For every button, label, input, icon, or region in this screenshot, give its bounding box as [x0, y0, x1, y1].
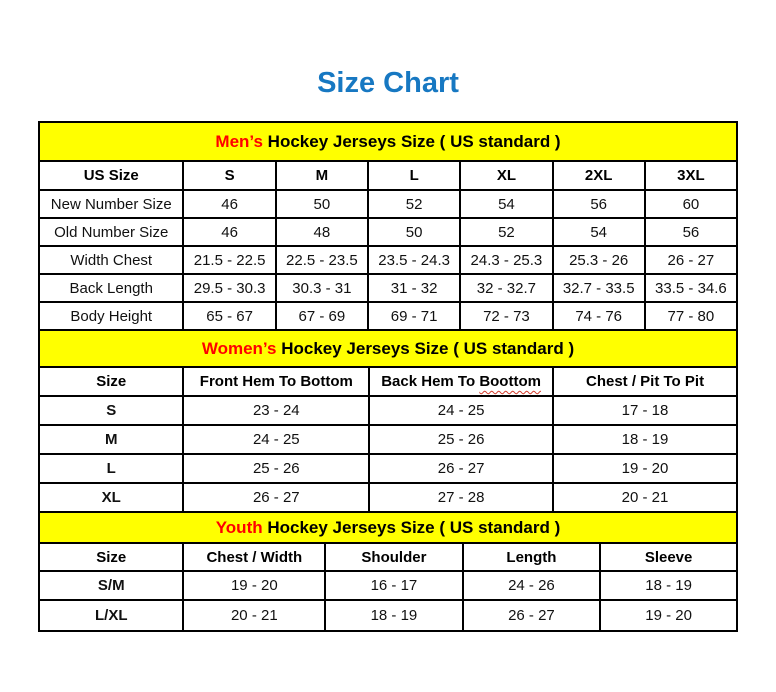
column-header: 3XL: [645, 161, 737, 190]
size-cell: 24 - 25: [369, 396, 553, 425]
column-header: US Size: [39, 161, 183, 190]
misspelled-word: Boottom: [479, 373, 541, 390]
row-label: Old Number Size: [39, 218, 183, 246]
size-cell: 52: [460, 218, 552, 246]
size-cell: 50: [276, 190, 368, 218]
row-label: Back Length: [39, 274, 183, 302]
size-cell: 22.5 - 23.5: [276, 246, 368, 274]
size-cell: 18 - 19: [325, 600, 463, 631]
column-header: Chest / Width: [183, 543, 325, 571]
row-label: M: [39, 425, 183, 454]
women-band-title: Women’s Hockey Jerseys Size ( US standard ): [39, 330, 737, 367]
table-row: [39, 274, 737, 302]
column-header: Sleeve: [600, 543, 737, 571]
column-header: L: [368, 161, 460, 190]
size-cell: 46: [183, 190, 275, 218]
column-header: Size: [39, 367, 183, 396]
size-cell: 24 - 26: [463, 571, 601, 600]
size-cell: 16 - 17: [325, 571, 463, 600]
row-label: S/M: [39, 571, 183, 600]
table-row: [39, 190, 737, 218]
table-row: [39, 425, 737, 454]
size-cell: 72 - 73: [460, 302, 552, 330]
size-cell: 32.7 - 33.5: [553, 274, 645, 302]
size-cell: 30.3 - 31: [276, 274, 368, 302]
size-cell: 24 - 25: [183, 425, 369, 454]
youth-size-table: [38, 511, 738, 632]
table-row: [39, 246, 737, 274]
size-cell: 26 - 27: [645, 246, 737, 274]
table-row: [39, 302, 737, 330]
table-row: [39, 571, 737, 600]
size-cell: 20 - 21: [553, 483, 737, 512]
row-label: XL: [39, 483, 183, 512]
page-title: Size Chart: [317, 67, 459, 99]
size-cell: 65 - 67: [183, 302, 275, 330]
size-cell: 26 - 27: [463, 600, 601, 631]
size-cell: 23.5 - 24.3: [368, 246, 460, 274]
size-cell: 60: [645, 190, 737, 218]
size-cell: 19 - 20: [600, 600, 737, 631]
size-cell: 77 - 80: [645, 302, 737, 330]
size-cell: 33.5 - 34.6: [645, 274, 737, 302]
men-band-title: Men’s Hockey Jerseys Size ( US standard ): [39, 122, 737, 161]
youth-header-row: [39, 543, 737, 571]
size-cell: 32 - 32.7: [460, 274, 552, 302]
size-cell: 27 - 28: [369, 483, 553, 512]
size-cell: 54: [460, 190, 552, 218]
women-header-row: [39, 367, 737, 396]
size-cell: 24.3 - 25.3: [460, 246, 552, 274]
size-cell: 23 - 24: [183, 396, 369, 425]
size-cell: 17 - 18: [553, 396, 737, 425]
row-label: L: [39, 454, 183, 483]
size-cell: 26 - 27: [369, 454, 553, 483]
column-header: Front Hem To Bottom: [183, 367, 369, 396]
youth-band-accent: Youth: [215, 517, 263, 537]
women-band-accent: Women’s: [201, 338, 277, 358]
size-cell: 25.3 - 26: [553, 246, 645, 274]
column-header: S: [183, 161, 275, 190]
column-header: Length: [463, 543, 601, 571]
size-cell: 69 - 71: [368, 302, 460, 330]
size-cell: 54: [553, 218, 645, 246]
size-cell: 18 - 19: [600, 571, 737, 600]
size-cell: 20 - 21: [183, 600, 325, 631]
size-cell: 18 - 19: [553, 425, 737, 454]
men-band-accent: Men’s: [215, 131, 263, 151]
column-header: 2XL: [553, 161, 645, 190]
youth-band-title: Youth Hockey Jerseys Size ( US standard ): [39, 512, 737, 543]
table-row: [39, 600, 737, 631]
size-cell: 21.5 - 22.5: [183, 246, 275, 274]
size-cell: 56: [645, 218, 737, 246]
row-label: New Number Size: [39, 190, 183, 218]
column-header: Size: [39, 543, 183, 571]
size-chart-tables: [38, 121, 738, 632]
men-band-row: [39, 122, 737, 161]
size-cell: 25 - 26: [369, 425, 553, 454]
table-row: [39, 396, 737, 425]
size-cell: 25 - 26: [183, 454, 369, 483]
size-cell: 19 - 20: [553, 454, 737, 483]
table-row: [39, 454, 737, 483]
mens-size-table: [38, 121, 738, 331]
size-cell: 48: [276, 218, 368, 246]
table-row: [39, 218, 737, 246]
size-cell: 29.5 - 30.3: [183, 274, 275, 302]
womens-size-table: [38, 329, 738, 513]
column-header: M: [276, 161, 368, 190]
youth-band-row: [39, 512, 737, 543]
size-cell: 50: [368, 218, 460, 246]
column-header: Back Hem To Boottom: [369, 367, 553, 396]
size-cell: 46: [183, 218, 275, 246]
size-cell: 67 - 69: [276, 302, 368, 330]
size-cell: 56: [553, 190, 645, 218]
row-label: Body Height: [39, 302, 183, 330]
size-cell: 31 - 32: [368, 274, 460, 302]
size-cell: 74 - 76: [553, 302, 645, 330]
size-cell: 52: [368, 190, 460, 218]
size-cell: 26 - 27: [183, 483, 369, 512]
size-cell: 19 - 20: [183, 571, 325, 600]
column-header: Shoulder: [325, 543, 463, 571]
column-header: Chest / Pit To Pit: [553, 367, 737, 396]
table-row: [39, 483, 737, 512]
men-header-row: [39, 161, 737, 190]
row-label: Width Chest: [39, 246, 183, 274]
women-band-row: [39, 330, 737, 367]
column-header: XL: [460, 161, 552, 190]
row-label: L/XL: [39, 600, 183, 631]
row-label: S: [39, 396, 183, 425]
